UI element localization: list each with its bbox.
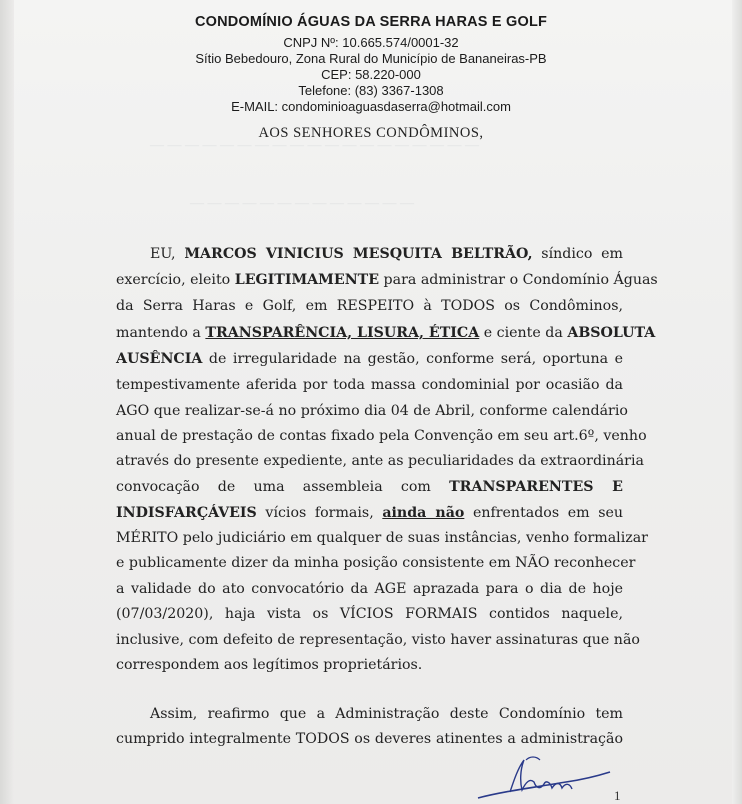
letterhead-address: Sítio Bebedouro, Zona Rural do Município de Bananeiras-PB bbox=[195, 51, 547, 66]
bleed-through-text: — — — — — — — — — — — — — bbox=[190, 196, 414, 211]
paragraph-line: da Serra Haras e Golf, em RESPEITO à TODOS os Condôminos, bbox=[116, 298, 623, 314]
paragraph-line: inclusive, com defeito de representação, visto haver assinaturas que não bbox=[116, 632, 640, 648]
letterhead-title: CONDOMÍNIO ÁGUAS DA SERRA HARAS E GOLF bbox=[194, 14, 548, 30]
paragraph-line: INDISFARÇÁVEIS vícios formais, ainda não enfrentados em seu bbox=[116, 505, 624, 521]
paragraph-line: anual de prestação de contas fixado pela Convenção em seu art.6º, venho bbox=[116, 428, 647, 444]
paragraph-line: AGO que realizar-se-á no próximo dia 04 de Abril, conforme calendário bbox=[116, 403, 628, 419]
letterhead-email: E-MAIL: condominioaguasdaserra@hotmail.com bbox=[231, 99, 511, 114]
paragraph-line: MÉRITO pelo judiciário em qualquer de suas instâncias, venho formalizar bbox=[116, 530, 648, 546]
page-number: 1 bbox=[614, 788, 621, 803]
paragraph-line: tempestivamente aferida por toda massa condominial por ocasião da bbox=[116, 377, 623, 393]
letterhead-cnpj: CNPJ Nº: 10.665.574/0001-32 bbox=[283, 35, 459, 50]
paragraph-line: AUSÊNCIA de irregularidade na gestão, conforme será, oportuna e bbox=[116, 351, 623, 367]
letterhead-cep: CEP: 58.220-000 bbox=[321, 67, 421, 82]
paragraph-line: mantendo a TRANSPARÊNCIA, LISURA, ÉTICA e ciente da ABSOLUTA bbox=[116, 325, 656, 341]
paragraph-line: Assim, reafirmo que a Administração deste Condomínio tem bbox=[150, 706, 623, 722]
scan-shadow-left bbox=[0, 0, 14, 804]
paragraph-line: a validade do ato convocatório da AGE aprazada para o dia de hoje bbox=[116, 581, 623, 597]
paragraph-line: (07/03/2020), haja vista os VÍCIOS FORMAIS contidos naquele, bbox=[116, 606, 623, 622]
scan-shadow-right bbox=[732, 0, 742, 804]
paragraph-line: correspondem aos legítimos proprietários. bbox=[116, 657, 423, 673]
greeting: AOS SENHORES CONDÔMINOS, bbox=[258, 125, 484, 141]
handwritten-initials-signature bbox=[470, 752, 620, 802]
paragraph-line: convocação de uma assembleia com TRANSPARENTES E bbox=[116, 479, 623, 495]
paragraph-line: EU, MARCOS VINICIUS MESQUITA BELTRÃO, síndico em bbox=[150, 246, 623, 262]
paragraph-line: cumprido integralmente TODOS os deveres atinentes a administração bbox=[116, 731, 623, 747]
paragraph-line: através do presente expediente, ante as peculiaridades da extraordinária bbox=[116, 453, 644, 469]
paragraph-line: e publicamente dizer da minha posição consistente em NÃO reconhecer bbox=[116, 555, 636, 571]
paragraph-line: exercício, eleito LEGITIMAMENTE para administrar o Condomínio Águas bbox=[116, 272, 658, 288]
bleed-through-text: — — — — — — — — — — — — — — — — — — — bbox=[150, 138, 479, 153]
letterhead-phone: Telefone: (83) 3367-1308 bbox=[298, 83, 444, 98]
